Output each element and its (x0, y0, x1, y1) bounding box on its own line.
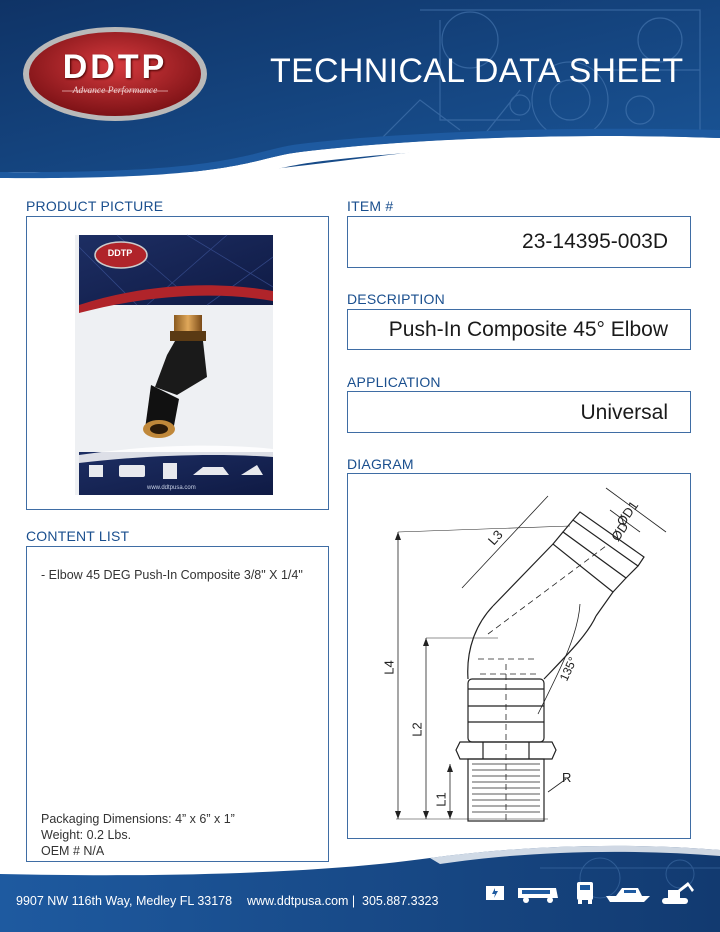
footer-website[interactable]: www.ddtpusa.com | (247, 894, 356, 908)
header-banner (0, 0, 720, 190)
dim-l1: L1 (433, 792, 449, 807)
product-picture-box (26, 216, 329, 510)
dim-d: ØD (608, 519, 632, 544)
footer-address: 9907 NW 116th Way, Medley FL 33178 (16, 894, 233, 908)
content-item: - Elbow 45 DEG Push-In Composite 3/8" X 1/4" (41, 568, 303, 582)
item-box (347, 216, 691, 268)
diagram-box (347, 473, 691, 839)
dim-l4: L4 (381, 660, 397, 675)
footer-phone: 305.887.3323 (362, 894, 439, 908)
elbow-diagram (348, 474, 692, 840)
page-title: TECHNICAL DATA SHEET (270, 52, 684, 90)
dim-angle: 135° (556, 654, 581, 684)
weight: Weight: 0.2 Lbs. (41, 828, 132, 842)
bag-url: www.ddtpusa.com (147, 485, 196, 491)
product-picture-label: PRODUCT PICTURE (26, 198, 164, 214)
description-label: DESCRIPTION (347, 291, 445, 307)
dim-d1: ØD1 (613, 498, 642, 529)
application-box (347, 391, 691, 433)
dim-r: R (562, 770, 572, 785)
item-label: ITEM # (347, 198, 394, 214)
diagram-label: DIAGRAM (347, 456, 414, 472)
product-photo (27, 217, 330, 511)
footer-banner (0, 838, 720, 932)
content-list-label: CONTENT LIST (26, 528, 130, 544)
logo-tagline: Advance Performance (72, 86, 158, 96)
application-label: APPLICATION (347, 374, 441, 390)
description-value: Push-In Composite 45° Elbow (388, 318, 668, 341)
oem-number: OEM # N/A (41, 844, 105, 858)
dim-l3: L3 (484, 527, 506, 548)
application-value: Universal (580, 401, 668, 424)
content-list-box (26, 546, 329, 862)
logo-text: DDTP (62, 48, 168, 86)
dim-l2: L2 (409, 722, 425, 737)
packaging-dimensions: Packaging Dimensions: 4” x 6” x 1” (41, 812, 235, 826)
description-box (347, 309, 691, 350)
ddtp-logo (22, 26, 208, 122)
bag-logo-text: DDTP (107, 248, 133, 258)
item-number: 23-14395-003D (522, 230, 668, 253)
